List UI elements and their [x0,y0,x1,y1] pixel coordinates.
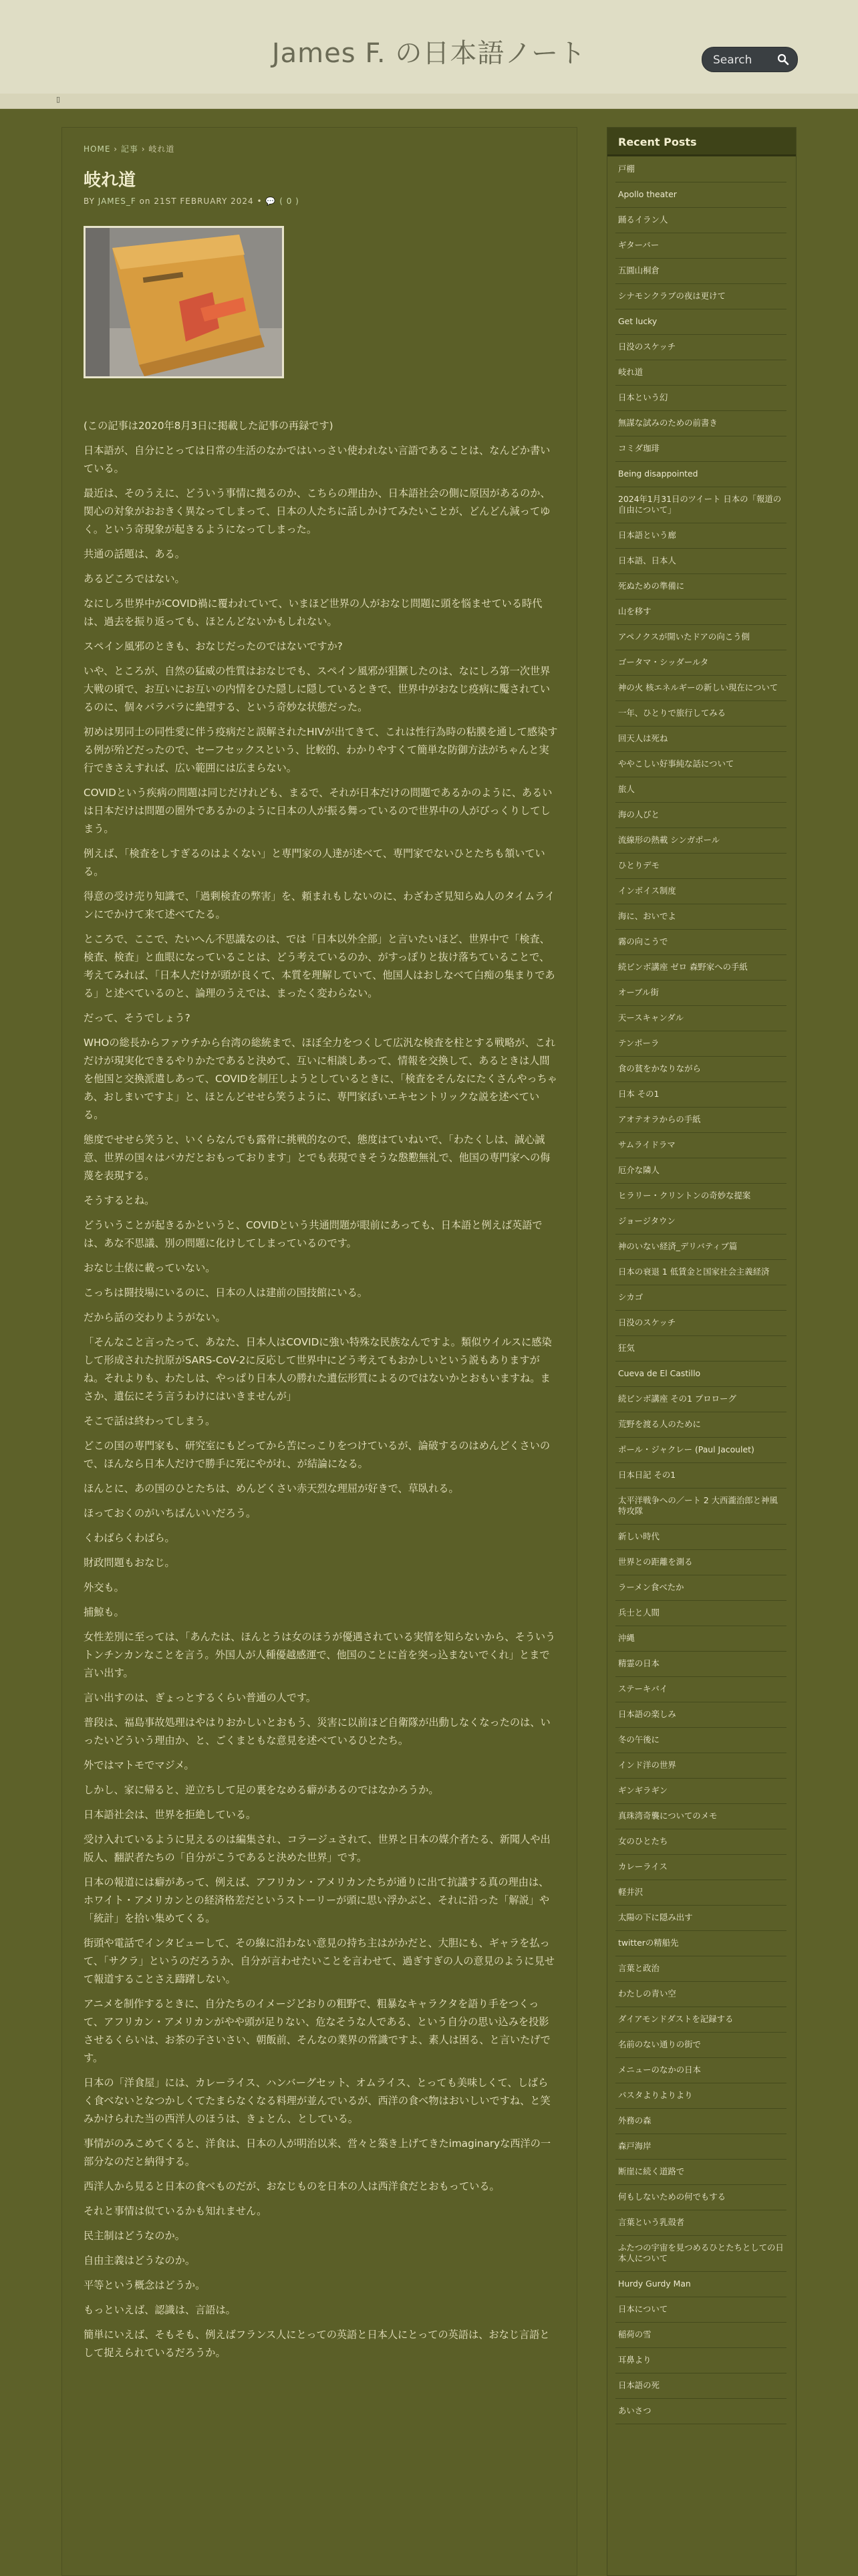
post-paragraph: 言い出すのは、ぎょっとするくらい普通の人です。 [84,1692,317,1704]
recent-post-link[interactable]: 無謀な試みのための前書き [615,411,786,436]
recent-post-link[interactable]: オーブル街 [615,981,786,1006]
recent-post-link[interactable]: 踊るイラン人 [615,208,786,233]
author-link[interactable]: JAMES_F [98,197,136,206]
recent-post-link[interactable]: 日本語の死 [615,2373,786,2399]
post-paragraph: あるどころではない。 [84,573,185,585]
recent-post-link[interactable]: シカゴ [615,1285,786,1311]
recent-post-link[interactable]: ゴータマ・シッダールタ [615,650,786,676]
menu-toggle-icon[interactable]: ▯ [56,95,61,104]
recent-post-link[interactable]: 言葉と政治 [615,1956,786,1982]
recent-post-link[interactable]: 狂気 [615,1336,786,1362]
post-paragraph: WHOの総長からファウチから台湾の総統まで、ほぼ全力をつくして広汎な検査を柱とする戦略が、これだけが現実化できるやりかたであると決めて、互いに相談しあって、情報を交換して、あるときは人間を他国と交換派遣しあって、COVIDを制圧しようとしているときに、「検査をそんなにたくさんやっちゃあ、おしまいですよ」と、ほとんどせせら笑うように、専門家ぼいエキセントリックな説を述べている。 [84,1037,558,1121]
recent-post-link[interactable]: 日本語の楽しみ [615,1702,786,1728]
recent-post-link[interactable]: 日本日記 その1 [615,1463,786,1489]
post-paragraph: 西洋人から見ると日本の食べものだが、おなじものを日本の人は西洋食だとおもっている。 [84,2180,500,2192]
post-paragraph: ところで、ここで、たいへん不思議なのは、では「日本以外全部」と言いたいほど、世界中で「検査、検査、検査」と血眼になっていることは、どう考えているのか、がすっぽりと抜け落ちていることで、考えてみれば、「日本人だけが頭が良くて、本質を理解していて、他国人はおしなべて白痴の集まりである」と述べているのと、論理のうえでは、まったく変わらない。 [84,933,555,999]
post-paragraph: しかし、家に帰ると、逆立ちして足の裏をなめる癖があるのではなかろうか。 [84,1784,439,1796]
breadcrumb-separator: › [141,144,149,154]
recent-post-link[interactable]: 五圓山桐倉 [615,259,786,284]
recent-post-link[interactable]: 何もしないための何でもする [615,2185,786,2210]
recent-post-link[interactable]: 食の貧をかなりながら [615,1057,786,1082]
recent-post-link[interactable]: 霧の向こうで [615,930,786,955]
post-paragraph: 日本の報道には癖があって、例えば、アフリカン・アメリカンたちが通りに出て抗議する真の理由は、ホワイト・アメリカンとの経済格差だというストーリーが頭に思い浮かぶと、それに沿った「解説」や「統計」を拾い集めてくる。 [84,1876,550,1924]
post-paragraph: 最近は、そのうえに、どういう事情に拠るのか、こちらの理由か、日本語社会の側に原因があるのか、関心の対象がおおきく異なってしまって、日本の人たちに話しかけてみたいことが、どんどん減ってゆく。という奇現象が起きるようになってしまった。 [84,487,551,535]
comment-icon: 💬 [265,197,277,206]
recent-post-link[interactable]: 日本という幻 [615,386,786,411]
recent-post-link[interactable]: Being disappointed [615,462,786,487]
post-paragraph: 財政問題もおなじ。 [84,1557,175,1569]
post-paragraph: 日本語が、自分にとっては日常の生活のなかではいっさい使われない言語であることは、なんどか書いている。 [84,444,551,475]
recent-post-link[interactable]: 太平洋戦争への／ート 2 大西瀧治郎と神風特攻隊 [615,1489,786,1525]
recent-post-link[interactable]: ステーキバイ [615,1677,786,1702]
breadcrumb-current: 岐れ道 [148,144,175,154]
search-box[interactable] [702,47,798,72]
post-image[interactable] [84,226,284,378]
site-header [0,0,858,94]
article [84,140,558,2369]
post-paragraph: 簡単にいえば、そもそも、例えばフランス人にとっての英語と日本人にとっての英語は、おなじ言語として捉えられているだろうか。 [84,2329,550,2359]
post-paragraph: ほっておくのがいちばんいいだろう。 [84,1507,257,1519]
site-title[interactable]: James F. の日本語ノート [271,38,587,69]
post-paragraph: なにしろ世界中がCOVID禍に覆われていて、いまほど世界の人がおなじ問題に頭を悩ませている時代は、過去を振り返っても、ほとんどないかもしれない。 [84,598,543,628]
recent-post-link[interactable]: 続ビンボ講座 その1 プロローグ [615,1387,786,1412]
recent-post-link[interactable]: 真珠湾奇襲についてのメモ [615,1804,786,1829]
recent-post-link[interactable]: ヒラリー・クリントンの奇妙な提案 [615,1184,786,1209]
recent-post-link[interactable]: アペノクスが開いたドアの向こう側 [615,625,786,650]
recent-post-link[interactable]: コミダ珈琲 [615,436,786,462]
recent-post-link[interactable]: サムライドラマ [615,1133,786,1158]
recent-post-link[interactable]: 死ぬための準備に [615,574,786,600]
post-paragraph: 事情がのみこめてくると、洋食は、日本の人が明治以来、営々と築き上げてきたimaginaryな西洋の一部分なのだと納得する。 [84,2138,551,2168]
post-paragraph: それと事情は似ているかも知れません。 [84,2205,267,2217]
breadcrumb-separator: › [114,144,121,154]
post-paragraph: (この記事は2020年8月3日に掲載した記事の再録です) [84,420,333,432]
post-paragraph: 自由主義はどうなのか。 [84,2255,196,2267]
post-paragraph: 捕鯨も。 [84,1606,124,1618]
post-paragraph: どこの国の専門家も、研究室にもどってから苦にっこりをつけているが、論破するのはめんどくさいので、ほんなら日本人だけで勝手に死にやがれ、が結論になる。 [84,1440,551,1470]
post-paragraph: 女性差別に至っては、「あんたは、ほんとうは女のほうが優遇されている実情を知らないから、そういうトンチンカンなことを言う。外国人が人種優越感運で、他国のことに首を突っ込まないでくれ」とまで言い出す。 [84,1631,556,1679]
post-paragraph: 日本語社会は、世界を拒絶している。 [84,1809,257,1821]
recent-post-link[interactable]: Get lucky [615,309,786,335]
sidebar [607,127,797,2576]
recent-post-link[interactable]: 神の火 核エネルギーの新しい現在について [615,676,786,701]
recent-post-link[interactable]: 天ースキャンダル [615,1006,786,1031]
recent-post-link[interactable]: 言葉という乳殻者 [615,2210,786,2236]
recent-post-link[interactable]: 冬の午後に [615,1728,786,1753]
recent-post-link[interactable]: 日本 その1 [615,1082,786,1108]
post-paragraph: 初めは男同士の同性愛に伴う疫病だと誤解されたHIVが出てきて、これは性行為時の粘膜を通して感染する例が殆どだったので、セーフセックスという、比較的、わかりやすくて簡単な防御方法がちゃんと実行できさえすれば、広い範囲には広まらない。 [84,726,558,774]
breadcrumb-section[interactable]: 記事 [120,144,138,154]
recent-post-link[interactable]: 流線形の熱載 シンガポール [615,828,786,854]
recent-post-link[interactable]: シナモンクラブの夜は更けて [615,284,786,309]
recent-post-link[interactable]: 山を移す [615,600,786,625]
recent-post-link[interactable]: 一年、ひとりで旅行してみる [615,701,786,727]
recent-post-link[interactable]: 精霊の日本 [615,1652,786,1677]
post-paragraph: ほんとに、あの国のひとたちは、めんどくさい赤天烈な理屈が好きで、草臥れる。 [84,1483,459,1495]
recent-post-link[interactable]: インボイス制度 [615,879,786,904]
recent-post-link[interactable]: パスタよりよりより [615,2083,786,2109]
recent-post-link[interactable]: ポール・ジャクレー (Paul Jacoulet) [615,1438,786,1463]
recent-post-link[interactable]: 軽井沢 [615,1880,786,1906]
recent-post-link[interactable]: 名前のない通りの街で [615,2033,786,2058]
nav-bar [0,94,858,109]
post-paragraph: 態度でせせら笑うと、いくらなんでも露骨に挑戦的なので、態度はていねいで、「わたくしは、誠心誠意、世界の国々はバカだとおもっております」とでも表現できそうな慇懃無礼で、他国の専門家への侮蔑を表現する。 [84,1134,551,1182]
post-paragraph: おなじ土俵に載っていない。 [84,1262,216,1274]
post-paragraph: COVIDという疾病の問題は同じだけれども、まるで、それが日本だけの問題であるかのように、あるいは日本だけは問題の圏外であるかのように日本の人が振る舞っているので世界中の人がびっくりしてしまう。 [84,787,553,835]
recent-post-link[interactable]: テンポーラ [615,1031,786,1057]
recent-post-link[interactable]: ややこしい好事純な話について [615,752,786,777]
post-paragraph: もっといえば、認識は、言語は。 [84,2304,236,2316]
post-paragraph: 街頭や電話でインタビューして、その線に沿わない意見の持ち主はがかだと、大胆にも、ギャラを払って、「サクラ」というのだろうか、自分が言わせたいことを言わせて、過ぎすぎの人の意見のように見せて報道することさえ躊躇しない。 [84,1937,555,1985]
post-paragraph: 外ではマトモでマジメ。 [84,1759,194,1771]
post-meta [84,197,558,206]
recent-post-link[interactable]: 新しい時代 [615,1525,786,1550]
recent-post-link[interactable]: 森戸海岸 [615,2134,786,2160]
recent-post-link[interactable]: 世界との距離を測る [615,1550,786,1575]
recent-post-link[interactable]: 日没のスケッチ [615,335,786,360]
comments-link[interactable]: ( 0 ) [279,197,299,206]
recent-post-link[interactable]: 断崖に続く道路で [615,2160,786,2185]
recent-post-link[interactable]: ジョージタウン [615,1209,786,1235]
post-paragraph: そこで話は終わってしまう。 [84,1415,216,1427]
recent-post-link[interactable]: 稲荷の雪 [615,2323,786,2348]
breadcrumb-home[interactable]: HOME [84,144,111,154]
post-paragraph: 「そんなこと言ったって、あなた、日本人はCOVIDに強い特殊な民族なんですよ。類似ウイルスに感染して形成された抗原がSARS-CoV-2に反応して世界中にどう考えてもおかしいという説もありますがね。それよりも、わたしは、やっぱり日本人の勝れた遺伝形質によるのではないかとおもいますね。まさか、遺伝にそう言うわけにはいきませんが」 [84,1336,552,1402]
post-paragraph: 日本の「洋食屋」には、カレーライス、ハンバーグセット、オムライス、とっても美味しくて、しばらく食べないとなつかしくてたまらなくなる料理が並んでいるが、西洋の食べ物はおいしいですね、と笑みかけられた当の西洋人のほうは、きょとん、としている。 [84,2077,551,2125]
recent-post-link[interactable]: 外務の森 [615,2109,786,2134]
recent-post-link[interactable]: ギターバー [615,233,786,259]
recent-post-link[interactable]: 戸棚 [615,157,786,182]
recent-post-link[interactable]: 荒野を渡る人のために [615,1412,786,1438]
post-paragraph: だから話の交わりようがない。 [84,1311,226,1323]
post-content [84,417,558,2362]
recent-post-link[interactable]: ラーメン食べたか [615,1575,786,1601]
recent-post-link[interactable]: カレーライス [615,1855,786,1880]
post-paragraph: 例えば、「検査をしすぎるのはよくない」と専門家の人達が述べて、専門家でないひとたちも頷いている。 [84,848,545,878]
recent-post-link[interactable]: 耳鼻より [615,2348,786,2373]
post-paragraph: 得意の受け売り知識で、「過剰検査の弊害」を、頼まれもしないのに、わざわざ見知らぬ人のタイムラインにでかけて来て述べてたる。 [84,890,555,920]
recent-posts-list [615,157,786,2424]
post-paragraph: だって、そうでしょう? [84,1012,190,1024]
recent-post-link[interactable]: 岐れ道 [615,360,786,386]
recent-post-link[interactable]: Apollo theater [615,182,786,208]
meta-on: on [139,197,151,206]
recent-post-link[interactable]: 神のいない経済_デリバティブ篇 [615,1235,786,1260]
search-input[interactable] [712,53,778,68]
post-paragraph: そうするとね。 [84,1194,155,1206]
recent-post-link[interactable]: 日没のスケッチ [615,1311,786,1336]
breadcrumb [84,143,558,154]
post-paragraph: くわばらくわばら。 [84,1532,175,1544]
post-paragraph: こっちは闘技場にいるのに、日本の人は建前の国技館にいる。 [84,1287,368,1299]
recent-post-link[interactable]: 日本の衰退 1 低賃金と国家社会主義経済 [615,1260,786,1285]
recent-post-link[interactable]: 海の人びと [615,803,786,828]
recent-post-link[interactable]: 回天人は死ね [615,727,786,752]
post-paragraph: 普段は、福島事故処理はやはりおかしいとおもう、災害に以前ほど自衛隊が出動しなくなったのは、いったいどういう理由か、と、ごくまともな意見を述べているひとたち。 [84,1716,551,1747]
meta-separator: • [257,197,266,206]
post-paragraph: どういうことが起きるかというと、COVIDという共通問題が眼前にあっても、日本語と例えば英語では、あな不思議、別の問題に化けしてしまっているのです。 [84,1219,543,1249]
recent-post-link[interactable]: ギンギラギン [615,1779,786,1804]
recent-post-link[interactable]: 日本語という廊 [615,523,786,549]
recent-post-link[interactable]: 日本について [615,2297,786,2323]
post-paragraph: 民主制はどうなのか。 [84,2230,185,2242]
recent-post-link[interactable]: 海に、おいでよ [615,904,786,930]
recent-post-link[interactable]: あいさつ [615,2399,786,2424]
recent-post-link[interactable]: Hurdy Gurdy Man [615,2272,786,2297]
post-paragraph: いや、ところが、自然の猛威の性質はおなじでも、スペイン風邪が猖獗したのは、なにしろ第一次世界大戦の頃で、お互いにお互いの内情をひた隠しに隠しているときで、世界中がおなじ疫病に魘されているのに、個々バラバラに絶望する、という奇妙な状態だった。 [84,665,551,713]
post-paragraph: 外交も。 [84,1581,124,1593]
post-paragraph: 平等という概念はどうか。 [84,2279,206,2291]
recent-post-link[interactable]: 女のひとたち [615,1829,786,1855]
recent-post-link[interactable]: 旅人 [615,777,786,803]
box-photo-icon [86,228,282,376]
recent-post-link[interactable]: ダイアモンドダストを記録する [615,2007,786,2033]
post-date: 21ST FEBRUARY 2024 [154,197,254,206]
recent-post-link[interactable]: わたしの青い空 [615,1982,786,2007]
recent-post-link[interactable]: 続ビンボ講座 ゼロ 森野家への手紙 [615,955,786,981]
recent-post-link[interactable]: インド洋の世界 [615,1753,786,1779]
post-paragraph: 受け入れているように見えるのは編集され、コラージュされて、世界と日本の媒介者たる、新聞人や出版人、翻訳者たちの「自分がこうであると決めた世界」です。 [84,1833,551,1863]
recent-post-link[interactable]: ひとりデモ [615,854,786,879]
recent-post-link[interactable]: 2024年1月31日のツイート 日本の「報道の自由について」 [615,487,786,523]
recent-post-link[interactable]: ふたつの宇宙を見つめるひとたちとしての日本人について [615,2236,786,2272]
recent-post-link[interactable]: twitterの精船先 [615,1931,786,1956]
recent-post-link[interactable]: 厄介な隣人 [615,1158,786,1184]
recent-post-link[interactable]: アオテオラからの手紙 [615,1108,786,1133]
post-paragraph: スペイン風邪のときも、おなじだったのではないですか? [84,640,343,652]
recent-post-link[interactable]: Cueva de El Castillo [615,1362,786,1387]
recent-post-link[interactable]: 沖縄 [615,1626,786,1652]
sidebar-header [607,128,796,156]
post-title: 岐れ道 [84,170,136,190]
meta-by: BY [84,197,95,206]
search-icon[interactable] [777,53,789,66]
post-paragraph: アニメを制作するときに、自分たちのイメージどおりの粗野で、粗暴なキャラクタを語り手をつくって、アフリカン・アメリカンがやや頭が足りない、危なそうな人である、という自分の思い込みを投影させるくらいは、お茶の子さいさい、朝飯前、そんなの業界の常識ですよ、素人は困る、と言いたげです。 [84,1998,551,2064]
recent-post-link[interactable]: 太陽の下に隠み出す [615,1906,786,1931]
recent-post-link[interactable]: メニューのなかの日本 [615,2058,786,2083]
sidebar-title: Recent Posts [618,136,697,148]
recent-post-link[interactable]: 日本語、日本人 [615,549,786,574]
post-paragraph: 共通の話題は、ある。 [84,548,185,560]
recent-post-link[interactable]: 兵士と人間 [615,1601,786,1626]
